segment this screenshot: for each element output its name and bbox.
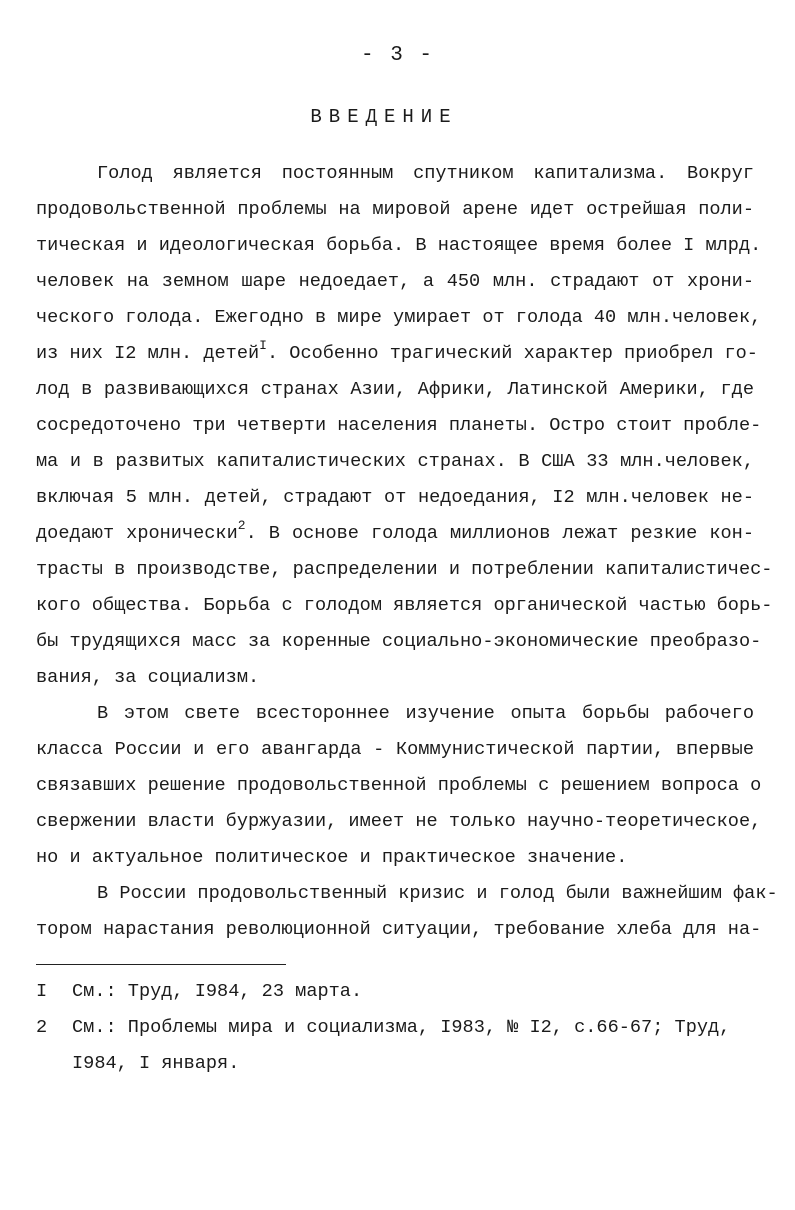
body-line: тическая и идеологическая борьба. В настоящее время более I млрд. [36, 235, 762, 256]
body-line: сосредоточено три четверти населения планеты. Остро стоит пробле- [36, 415, 762, 436]
page-number: - 3 - [360, 44, 434, 67]
footnote-2 [36, 1010, 730, 1046]
body-line-part: . В основе голода миллионов лежат резкие кон- [245, 523, 754, 544]
body-line: класса России и его авангарда - Коммунистической партии, впервые [36, 739, 754, 760]
body-line: человек на земном шаре недоедает, а 450 млн. страдают от хрони- [36, 271, 754, 292]
section-heading: ВВЕДЕНИЕ [310, 106, 458, 128]
footnote-text: См.: Труд, I984, 23 марта. [72, 981, 363, 1002]
body-line: ма и в развитых капиталистических странах. В США 33 млн.человек, [36, 451, 754, 472]
body-line-part: доедают хронически [36, 523, 238, 544]
footnote-marker: 2 [36, 1017, 48, 1038]
body-line: но и актуальное политическое и практическое значение. [36, 847, 628, 868]
footnote-1 [36, 974, 362, 1010]
body-line: трасты в производстве, распределении и потреблении капиталистичес- [36, 559, 773, 580]
body-line: В этом свете всестороннее изучение опыта борьбы рабочего [97, 703, 754, 724]
body-line: свержении власти буржуазии, имеет не только научно-теоретическое, [36, 811, 762, 832]
body-line: Голод является постоянным спутником капитализма. Вокруг [97, 163, 754, 184]
body-line: В России продовольственный кризис и голод были важнейшим фак- [97, 883, 778, 904]
body-line [36, 516, 754, 552]
body-line: тором нарастания революционной ситуации, требование хлеба для на- [36, 919, 762, 940]
footnote-text: См.: Проблемы мира и социализма, I983, № I2, с.66-67; Труд, [72, 1017, 731, 1038]
body-line [36, 336, 758, 372]
footnote-marker: I [36, 981, 48, 1002]
footnote-ref-2: 2 [237, 518, 246, 533]
body-line: ческого голода. Ежегодно в мире умирает от голода 40 млн.человек, [36, 307, 762, 328]
body-line: бы трудящихся масс за коренные социально-экономические преобразо- [36, 631, 762, 652]
body-line: лод в развивающихся странах Азии, Африки, Латинской Америки, где [36, 379, 754, 400]
body-line-part: из них I2 млн. детей [36, 343, 260, 364]
body-line: вания, за социализм. [36, 667, 260, 688]
footnote-divider [36, 964, 286, 965]
body-line-part: . Особенно трагический характер приобрел го- [266, 343, 758, 364]
body-line: связавших решение продовольственной проблемы с решением вопроса о [36, 775, 762, 796]
footnote-ref-1: I [259, 338, 267, 353]
body-line: кого общества. Борьба с голодом является органической частью борь- [36, 595, 773, 616]
body-line: включая 5 млн. детей, страдают от недоедания, I2 млн.человек не- [36, 487, 754, 508]
body-line: продовольственной проблемы на мировой арене идет острейшая поли- [36, 199, 754, 220]
footnote-2-continuation: I984, I января. [72, 1053, 240, 1074]
